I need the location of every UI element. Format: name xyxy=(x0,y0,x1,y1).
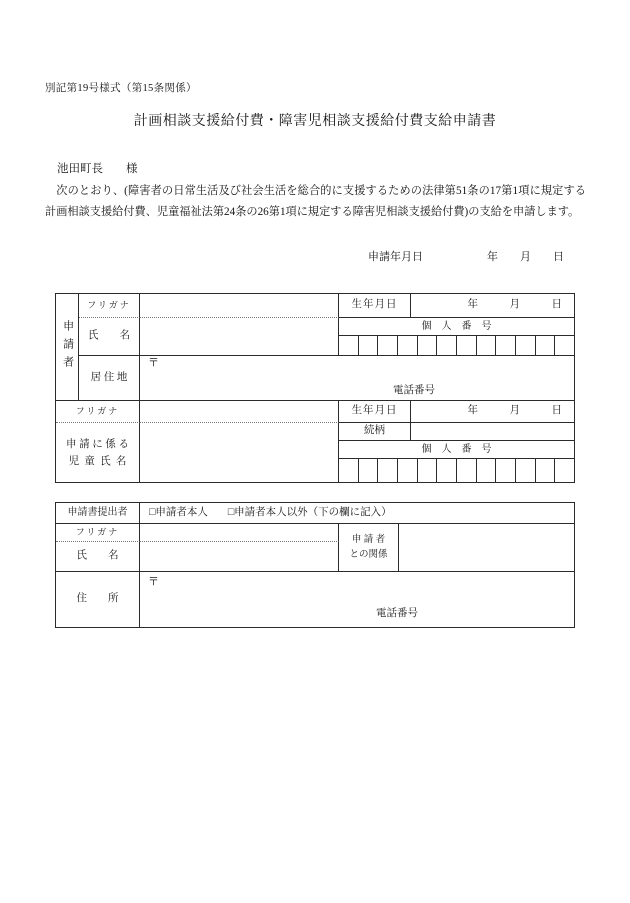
child-personal-number-label: 個 人 番 号 xyxy=(339,441,574,459)
personal-number-box xyxy=(339,336,359,355)
personal-number-box xyxy=(378,336,398,355)
submitter-table xyxy=(55,502,575,628)
personal-number-box xyxy=(457,336,477,355)
submitter-relation-label-line1: 申 請 者 xyxy=(351,534,386,545)
personal-number-box xyxy=(536,459,556,482)
personal-number-box xyxy=(437,459,457,482)
child-birthdate-entry: 年 月 日 xyxy=(411,401,574,423)
applicant-residence-label: 居 住 地 xyxy=(79,356,140,401)
child-name-entry xyxy=(140,423,339,482)
personal-number-box xyxy=(359,459,379,482)
submitter-furigana-label: フリガナ xyxy=(56,524,140,542)
child-furigana-label: フリガナ xyxy=(56,401,140,423)
personal-number-boxes xyxy=(339,459,574,482)
child-name-label-line1: 申 請 に 係 る xyxy=(66,438,129,450)
personal-number-box xyxy=(516,336,536,355)
addressee: 池田町長 様 xyxy=(57,163,138,175)
applicant-table xyxy=(55,293,575,483)
applicant-residence-entry xyxy=(140,356,574,401)
personal-number-box xyxy=(536,336,556,355)
applicant-personal-number-row xyxy=(339,336,574,356)
applicant-phone-label: 電話番号 xyxy=(393,385,435,397)
checkbox-option-self: □申請者本人 xyxy=(149,506,208,518)
form-number-note: 別記第19号様式（第15条関係） xyxy=(45,83,197,94)
child-personal-number-row xyxy=(339,459,574,482)
personal-number-box xyxy=(359,336,379,355)
relationship-entry xyxy=(411,423,574,441)
submitter-label: 申請書提出者 xyxy=(56,503,140,524)
form-title: 計画相談支援給付費・障害児相談支援給付費支給申請書 xyxy=(133,114,497,129)
application-date-value: 年 月 日 xyxy=(487,251,564,263)
child-birthdate-label: 生年月日 xyxy=(339,401,411,423)
personal-number-box xyxy=(555,459,574,482)
applicant-furigana-entry xyxy=(140,294,339,318)
submitter-address-label: 住 所 xyxy=(56,572,140,627)
application-date-label: 申請年月日 xyxy=(368,251,423,263)
applicant-birthdate-entry: 年 月 日 xyxy=(411,294,574,318)
applicant-birthdate-label: 生年月日 xyxy=(339,294,411,318)
personal-number-box xyxy=(555,336,574,355)
personal-number-box xyxy=(496,459,516,482)
child-name-label xyxy=(56,423,140,482)
personal-number-box xyxy=(457,459,477,482)
personal-number-box xyxy=(418,459,438,482)
submitter-address-entry xyxy=(140,572,574,627)
personal-number-box xyxy=(418,336,438,355)
personal-number-box xyxy=(398,459,418,482)
applicant-vertical-label: 申請者 xyxy=(56,294,79,401)
personal-number-box xyxy=(398,336,418,355)
submitter-furigana-entry xyxy=(140,524,339,542)
submitter-options xyxy=(140,503,574,524)
applicant-name-label: 氏 名 xyxy=(79,318,140,356)
personal-number-box xyxy=(496,336,516,355)
relationship-label: 続柄 xyxy=(339,423,411,441)
child-name-label-line2: 児 童 氏 名 xyxy=(68,455,127,467)
submitter-relation-label xyxy=(339,524,399,572)
submitter-name-entry xyxy=(140,542,339,572)
applicant-furigana-label: フリガナ xyxy=(79,294,140,318)
personal-number-box xyxy=(378,459,398,482)
personal-number-box xyxy=(339,459,359,482)
applicant-name-entry xyxy=(140,318,339,356)
personal-number-boxes xyxy=(339,336,574,355)
personal-number-box xyxy=(516,459,536,482)
personal-number-box xyxy=(437,336,457,355)
postal-mark: 〒 xyxy=(148,357,159,369)
submitter-phone-label: 電話番号 xyxy=(376,608,418,620)
submitter-name-label: 氏 名 xyxy=(56,542,140,572)
postal-mark: 〒 xyxy=(148,576,159,588)
body-paragraph: 次のとおり、(障害者の日常生活及び社会生活を総合的に支援するための法律第51条の17第1項に規定する計画相談支援給付費、児童福祉法第24条の26第1項に規定する障害児相談支援給付費)の支給を申請します。 xyxy=(45,185,586,219)
personal-number-box xyxy=(477,336,497,355)
submitter-relation-entry xyxy=(399,524,574,572)
checkbox-option-other: □申請者本人以外（下の欄に記入） xyxy=(227,506,392,518)
submitter-relation-label-line2: との関係 xyxy=(349,549,388,560)
child-furigana-entry xyxy=(140,401,339,423)
applicant-personal-number-label: 個 人 番 号 xyxy=(339,318,574,336)
personal-number-box xyxy=(477,459,497,482)
